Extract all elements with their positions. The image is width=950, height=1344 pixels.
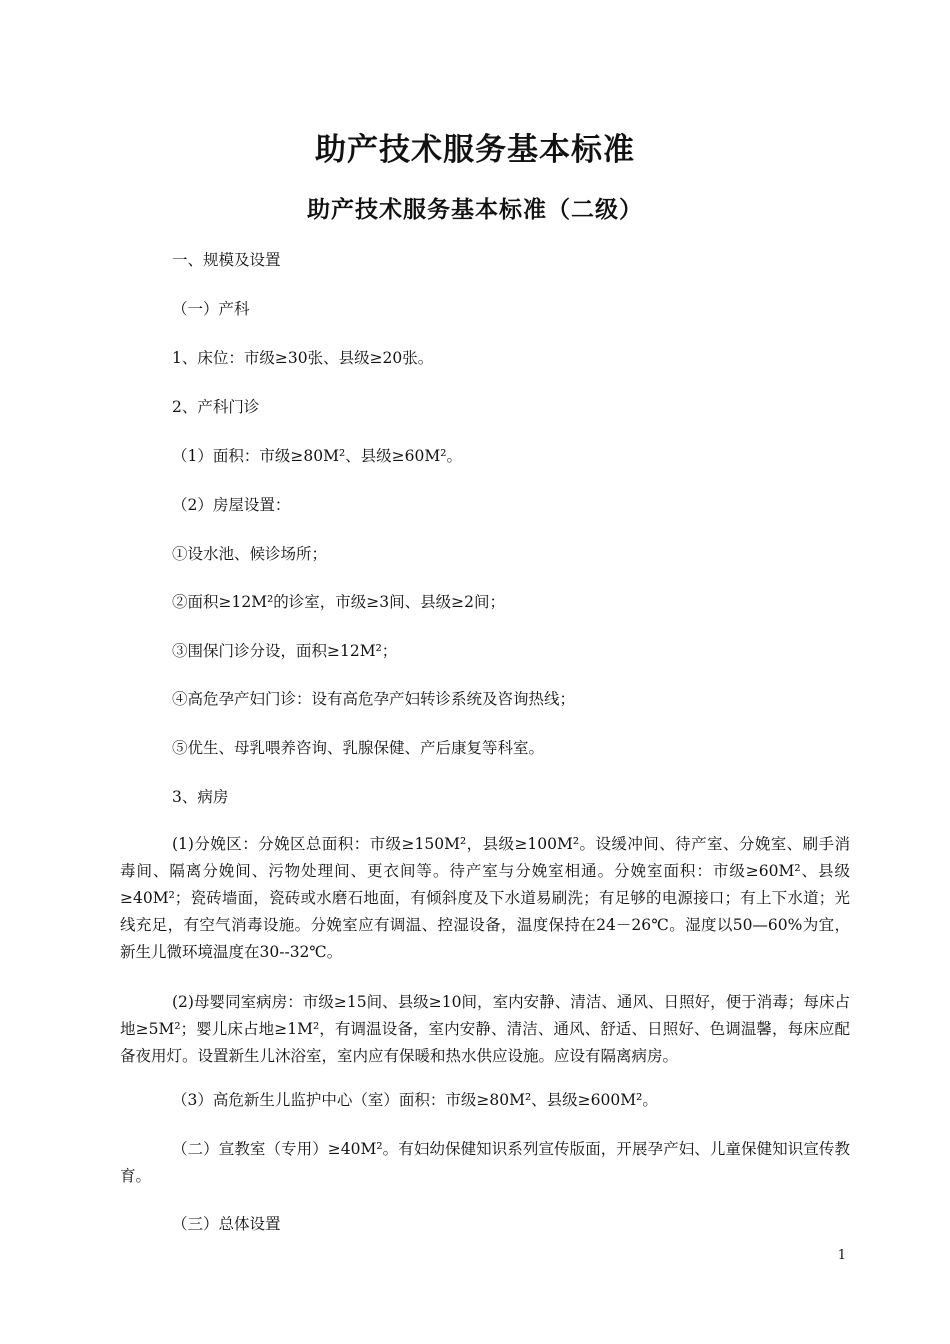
list-item: ④高危孕产妇门诊：设有高危孕产妇转诊系统及咨询热线； <box>172 690 576 708</box>
paragraph-nicu: （3）高危新生儿监护中心（室）面积：市级≥80M²、县级≥600M²。 <box>172 1091 658 1109</box>
list-item: ①设水池、候诊场所； <box>172 545 328 563</box>
list-item: 1、床位：市级≥30张、县级≥20张。 <box>172 349 434 367</box>
paragraph-education-room: （二）宣教室（专用）≥40M²。有妇幼保健知识系列宣传版面，开展孕产妇、儿童保健知识宣传教育。 <box>120 1140 850 1185</box>
paragraph-delivery-area: (1)分娩区：分娩区总面积：市级≥150M²，县级≥100M²。设缓冲间、待产室、分娩室、刷手消毒间、隔离分娩间、污物处理间、更衣间等。待产室与分娩室相通。分娩室面积：市级≥60M²、县级≥40M²；瓷砖墙面，瓷砖或水磨石地面，有倾斜度及下水道易刷洗；有足够的电源接口；有上下水道；光线充足，有空气消毒设施。分娩室应有调温、控湿设备，温度保持在24－26℃。湿度以50—60%为宜，新生儿微环境温度在30--32℃。 <box>120 835 850 961</box>
page-number: 1 <box>837 1248 846 1263</box>
paragraph-rooming-in-ward: (2)母婴同室病房：市级≥15间、县级≥10间，室内安静、清洁、通风、日照好，便于消毒；每床占地≥5M²；婴儿床占地≥1M²，有调温设备，室内安静、清洁、通风、舒适、日照好、色调温馨，每床应配备夜用灯。设置新生儿沐浴室，室内应有保暖和热水供应设施。应设有隔离病房。 <box>120 993 850 1065</box>
document-title: 助产技术服务基本标准 <box>315 132 635 168</box>
section-heading: 一、规模及设置 <box>172 251 281 269</box>
list-item: ②面积≥12M²的诊室，市级≥3间、县级≥2间； <box>172 593 505 611</box>
list-item: （1）面积：市级≥80M²、县级≥60M²。 <box>172 447 462 465</box>
list-item: 3、病房 <box>172 788 229 806</box>
document-subtitle: 助产技术服务基本标准（二级） <box>307 196 643 223</box>
list-item: （2）房屋设置： <box>172 496 291 514</box>
list-item: ③围保门诊分设，面积≥12M²； <box>172 642 398 660</box>
subsection-heading: （三）总体设置 <box>172 1215 281 1233</box>
list-item: ⑤优生、母乳喂养咨询、乳腺保健、产后康复等科室。 <box>172 739 545 757</box>
list-item: 2、产科门诊 <box>172 398 260 416</box>
subsection-heading: （一）产科 <box>172 300 250 318</box>
